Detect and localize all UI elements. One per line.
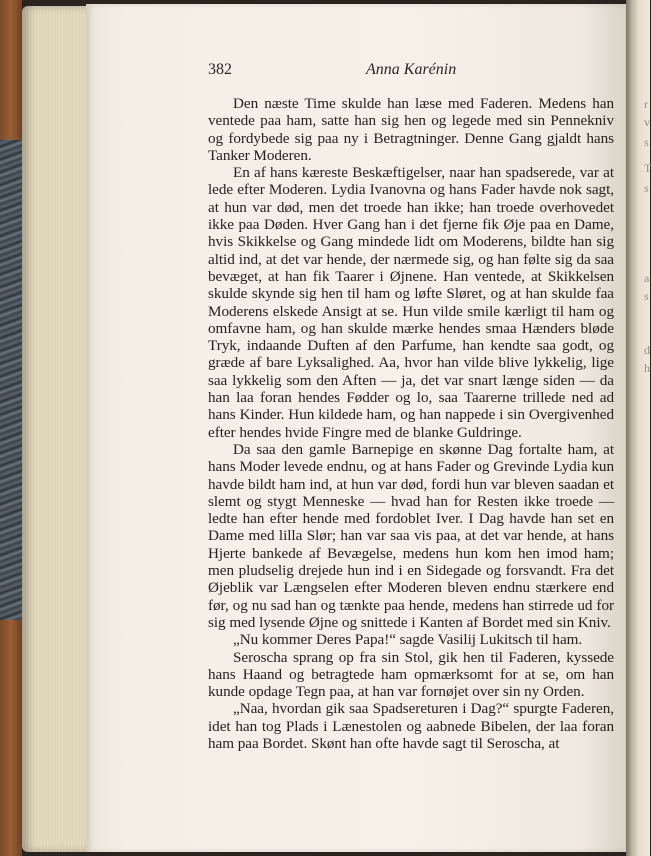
next-page-fragment: s bbox=[644, 181, 649, 195]
body-text bbox=[208, 95, 614, 752]
page-number: 382 bbox=[208, 61, 232, 78]
book-cover-band-top bbox=[0, 0, 22, 140]
next-page-fragment: h bbox=[644, 361, 650, 375]
running-title: Anna Karénin bbox=[366, 61, 457, 78]
paragraph: Den næste Time skulde han læse med Faderen. Medens han ventede paa ham, satte han sig hen og legede med sin Pennekniv og fordybede sig paa ny i Betragtninger. Denne Gang gjaldt hans Tanker Moderen. bbox=[208, 95, 614, 164]
next-page-fragment: s bbox=[644, 289, 649, 303]
next-page-fragment: r bbox=[644, 97, 648, 111]
next-page-fragment: s bbox=[644, 135, 649, 149]
paragraph: „Naa, hvordan gik saa Spadsereturen i Dag?“ spurgte Faderen, idet han tog Plads i Lænestolen og aabnede Bibelen, der laa foran ham paa Bordet. Skønt han ofte havde sagt til Seroscha, at bbox=[208, 700, 614, 752]
paragraph: „Nu kommer Deres Papa!“ sagde Vasilij Lukitsch til ham. bbox=[233, 631, 583, 649]
next-page-fragment: a bbox=[644, 271, 650, 285]
book-cover-band-bottom bbox=[0, 620, 22, 856]
page-header bbox=[122, 61, 612, 83]
next-page-fragment: v bbox=[644, 115, 650, 129]
next-page-fragment: d bbox=[644, 343, 650, 357]
paragraph: En af hans kæreste Beskæftigelser, naar han spadserede, var at lede efter Moderen. Lydia Ivanovna og hans Fader havde nok sagt, at hun var død, men det troede han ikke; han troede overhovedet ikke paa Døden. Hver Gang han i det fjerne fik Øje paa en Dame, hvis Skikkelse og Gang mindede lidt om Moderens, bildte han sig altid ind, at det var hende, der nærmede sig, og han følte sig da saa bevæget, at han fik Taarer i Øjnene. Han ventede, at Skikkelsen skulde skynde sig hen til ham og løfte Sløret, og at han skulde faa Moderens elskede Ansigt at se. Hun vilde smile kærligt til ham og omfavne ham, og han skulde mærke hendes smaa Hænders bløde Tryk, indaande Duften af den Parfume, han kendte saa godt, og græde af bare Lyksalighed. Aa, hvor han vilde blive lykkelig, lige saa lykkelig som den Aften — ja, det var snart længe siden — da han laa foran hendes Fødder og lo, saa Taarerne trillede ned ad hans Kinder. Hun kildede ham, og han nappede i sin Overgivenhed efter hendes hvide Fingre med de blanke Guldringe. bbox=[208, 164, 614, 441]
page-edges bbox=[22, 6, 88, 852]
paragraph: Seroscha sprang op fra sin Stol, gik hen til Faderen, kyssede hans Haand og betragtede ham opmærksomt for at se, om han kunde opdage Tegn paa, at han var fornøjet over sin ny Orden. bbox=[208, 648, 614, 701]
next-page-edge bbox=[626, 0, 650, 856]
paragraph: Da saa den gamle Barnepige en skønne Dag fortalte ham, at hans Moder levede endnu, og at hans Fader og Grevinde Lydia kun havde bildt ham ind, at hun var død, fordi hun var bleven saadan et slemt og stygt Menneske — hvad han for Resten ikke troede — ledte han efter hende med fordoblet Iver. I Dag havde han set en Dame med lilla Slør; han var saa vis paa, at det var hende, at hans Hjerte bankede af Bevægelse, medens hun kom hen imod ham; men pludselig drejede hun ind i en Sidegade og forsvandt. Fra det Øjeblik var Længselen efter Moderen bleven endnu stærkere end før, og nu sad han og tænkte paa hende, medens han stirrede ud for sig med lysende Øjne og snittede i Kanten af Bordet med sin Kniv. bbox=[208, 440, 614, 631]
next-page-fragment: T bbox=[644, 161, 651, 175]
